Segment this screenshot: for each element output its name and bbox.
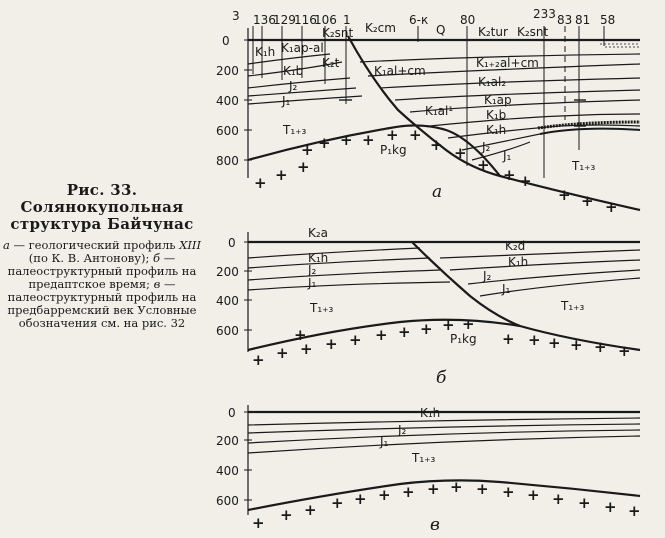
svg-text:+: +: [454, 144, 467, 162]
unit-b-j1-right: J₁: [502, 282, 511, 296]
svg-text:+: +: [528, 331, 541, 349]
panel-a-basement-right: [540, 129, 640, 134]
unit-b-k1h-right: K₁h: [508, 255, 529, 269]
svg-text:+: +: [477, 156, 490, 174]
top-label-k2snt-left: K₂snt: [322, 26, 354, 40]
svg-text:+: +: [304, 501, 317, 519]
well-number-81: 81: [575, 13, 591, 27]
svg-text:+: +: [442, 316, 455, 334]
panel-c-tick-0: 0: [228, 406, 236, 420]
svg-text:+: +: [375, 326, 388, 344]
svg-text:+: +: [386, 126, 399, 144]
panel-b-profile: [216, 226, 640, 388]
svg-text:+: +: [604, 498, 617, 516]
top-label-k2snt-right: K₂snt: [517, 25, 549, 39]
well-number-129: 129: [273, 13, 296, 27]
svg-text:+: +: [527, 486, 540, 504]
unit-a-k1al2: K₁al₂: [478, 75, 507, 89]
svg-text:+: +: [349, 331, 362, 349]
well-number-233: 233: [533, 7, 556, 21]
panel-a-tick-800: 800: [216, 154, 239, 168]
panel-a-tick-400: 400: [216, 94, 239, 108]
panel-b-tick-0: 0: [228, 236, 236, 250]
unit-b-j1-left: J₁: [308, 276, 317, 290]
well-number-80: 80: [460, 13, 476, 27]
unit-b-j2-right: J₂: [483, 269, 492, 283]
panel-c-tick-200: 200: [216, 434, 239, 448]
panel-c-letter: в: [430, 515, 440, 535]
svg-text:+: +: [378, 486, 391, 504]
caption-letter-b: б: [153, 251, 161, 265]
svg-text:+: +: [427, 480, 440, 498]
caption-text-c: — палеоструктурный профиль на предбарремский век Условные обозначения см. на рис. 32: [7, 277, 197, 330]
svg-text:+: +: [519, 172, 532, 190]
figure-caption: [2, 182, 202, 330]
unit-a-p1kg: P₁kg: [380, 143, 407, 157]
svg-text:+: +: [548, 334, 561, 352]
unit-b-j2-left: J₂: [308, 263, 317, 277]
well-number-83: 83: [557, 13, 573, 27]
unit-a-j1-left: J₁: [282, 94, 291, 108]
unit-a-k1h: K₁h: [255, 45, 276, 59]
caption-text-author: (по К. В. Антонову);: [28, 251, 154, 265]
unit-a-k2t: K₂t: [322, 56, 340, 70]
panel-a-strata-left: [248, 54, 362, 104]
svg-text:+: +: [594, 338, 607, 356]
svg-text:+: +: [318, 134, 331, 152]
unit-a-t13-left: T₁₊₃: [283, 123, 307, 137]
panel-b-letter: б: [436, 368, 447, 388]
well-number-3: 3: [232, 9, 240, 23]
caption-text-a: — геологический профиль: [9, 238, 180, 252]
panel-a-basement-crosses: [254, 126, 618, 216]
svg-text:+: +: [605, 198, 618, 216]
unit-b-t13-right: T₁₊₃: [561, 299, 585, 313]
unit-a-k1h-right: K₁h: [486, 123, 507, 137]
svg-text:+: +: [558, 186, 571, 204]
svg-text:+: +: [450, 478, 463, 496]
unit-b-t13-left: T₁₊₃: [310, 301, 334, 315]
panel-c-profile: [216, 405, 641, 535]
svg-text:+: +: [420, 320, 433, 338]
panel-b-tick-400: 400: [216, 294, 239, 308]
top-label-k2tur: K₂tur: [478, 25, 508, 39]
svg-text:+: +: [502, 483, 515, 501]
svg-text:+: +: [462, 315, 475, 333]
svg-text:+: +: [276, 344, 289, 362]
unit-a-k1b: K₁b: [283, 64, 304, 78]
svg-text:+: +: [581, 192, 594, 210]
unit-c-t13: T₁₊₃: [412, 451, 436, 465]
svg-text:+: +: [275, 166, 288, 184]
unit-a-k1al1: K₁al¹: [425, 104, 454, 118]
well-number-116: 116: [294, 13, 317, 27]
svg-text:+: +: [331, 494, 344, 512]
svg-text:+: +: [578, 494, 591, 512]
panel-c-tick-400: 400: [216, 464, 239, 478]
top-label-q: Q: [436, 23, 446, 37]
panel-c-basement-crosses: [252, 478, 641, 532]
panel-a-q-hatch: [600, 44, 640, 47]
caption-letter-c: в: [153, 277, 161, 291]
well-number-136: 136: [253, 13, 276, 27]
unit-a-j2-right: J₂: [482, 140, 491, 154]
panel-c-strata: [248, 418, 640, 453]
svg-text:+: +: [503, 166, 516, 184]
panel-a-letter: а: [432, 182, 443, 202]
unit-c-j1: J₁: [380, 435, 389, 449]
svg-text:+: +: [430, 136, 443, 154]
svg-text:+: +: [300, 340, 313, 358]
panel-a-tick-0: 0: [222, 34, 230, 48]
svg-text:+: +: [552, 490, 565, 508]
unit-a-k1alcm: K₁al+cm: [374, 64, 426, 78]
svg-text:+: +: [294, 326, 307, 344]
unit-a-k1ap: K₁ap: [484, 93, 512, 107]
svg-text:+: +: [476, 480, 489, 498]
unit-b-k1h-left: K₁h: [308, 251, 329, 265]
panel-c-tick-600: 600: [216, 494, 239, 508]
unit-b-p1kg: P₁kg: [450, 332, 477, 346]
well-number-1: 1: [343, 13, 351, 27]
unit-a-j2-left: J₂: [289, 79, 298, 93]
svg-text:+: +: [618, 342, 631, 360]
unit-b-k2d: K₂d: [505, 239, 526, 253]
panel-a-tick-200: 200: [216, 64, 239, 78]
unit-a-k12alcm: K₁₊₂al+cm: [476, 56, 539, 70]
caption-profile-number: XIII: [179, 238, 202, 252]
svg-text:+: +: [340, 131, 353, 149]
caption-description: [2, 239, 202, 330]
panel-a-well-markers: [339, 100, 586, 126]
panel-b-tick-200: 200: [216, 265, 239, 279]
unit-c-k1h: K₁h: [420, 406, 441, 420]
svg-text:+: +: [254, 174, 267, 192]
svg-text:+: +: [398, 323, 411, 341]
well-number-6k: 6-к: [409, 13, 429, 27]
unit-a-k1apal: K₁ap-al: [281, 41, 324, 55]
svg-text:+: +: [325, 335, 338, 353]
unit-a-t13-right: T₁₊₃: [572, 159, 596, 173]
unit-a-k1b-right: K₁b: [486, 108, 507, 122]
well-number-58: 58: [600, 13, 616, 27]
unit-c-j2: J₂: [398, 423, 407, 437]
svg-text:+: +: [402, 483, 415, 501]
svg-text:+: +: [628, 502, 641, 520]
svg-text:+: +: [280, 506, 293, 524]
svg-text:+: +: [252, 351, 265, 369]
panel-a-profile: [216, 7, 640, 216]
svg-text:+: +: [502, 330, 515, 348]
panel-b-tick-600: 600: [216, 324, 239, 338]
well-number-106: 106: [314, 13, 337, 27]
panel-a-tick-600: 600: [216, 124, 239, 138]
unit-b-k2a: K₂a: [308, 226, 329, 240]
panel-b-basement-crosses: [252, 315, 631, 369]
caption-title: Рис. 33. Солянокупольная структура Байчунас: [10, 181, 194, 233]
svg-text:+: +: [252, 514, 265, 532]
caption-letter-a: а: [2, 238, 10, 252]
svg-text:+: +: [362, 131, 375, 149]
svg-text:+: +: [354, 490, 367, 508]
caption-text-b: — палеоструктурный профиль на предаптское время;: [7, 251, 197, 291]
svg-text:+: +: [301, 141, 314, 159]
svg-text:+: +: [570, 336, 583, 354]
unit-a-j1-right: J₁: [503, 149, 512, 163]
svg-text:+: +: [409, 126, 422, 144]
svg-text:+: +: [297, 158, 310, 176]
top-label-k2cm: K₂cm: [365, 21, 396, 35]
